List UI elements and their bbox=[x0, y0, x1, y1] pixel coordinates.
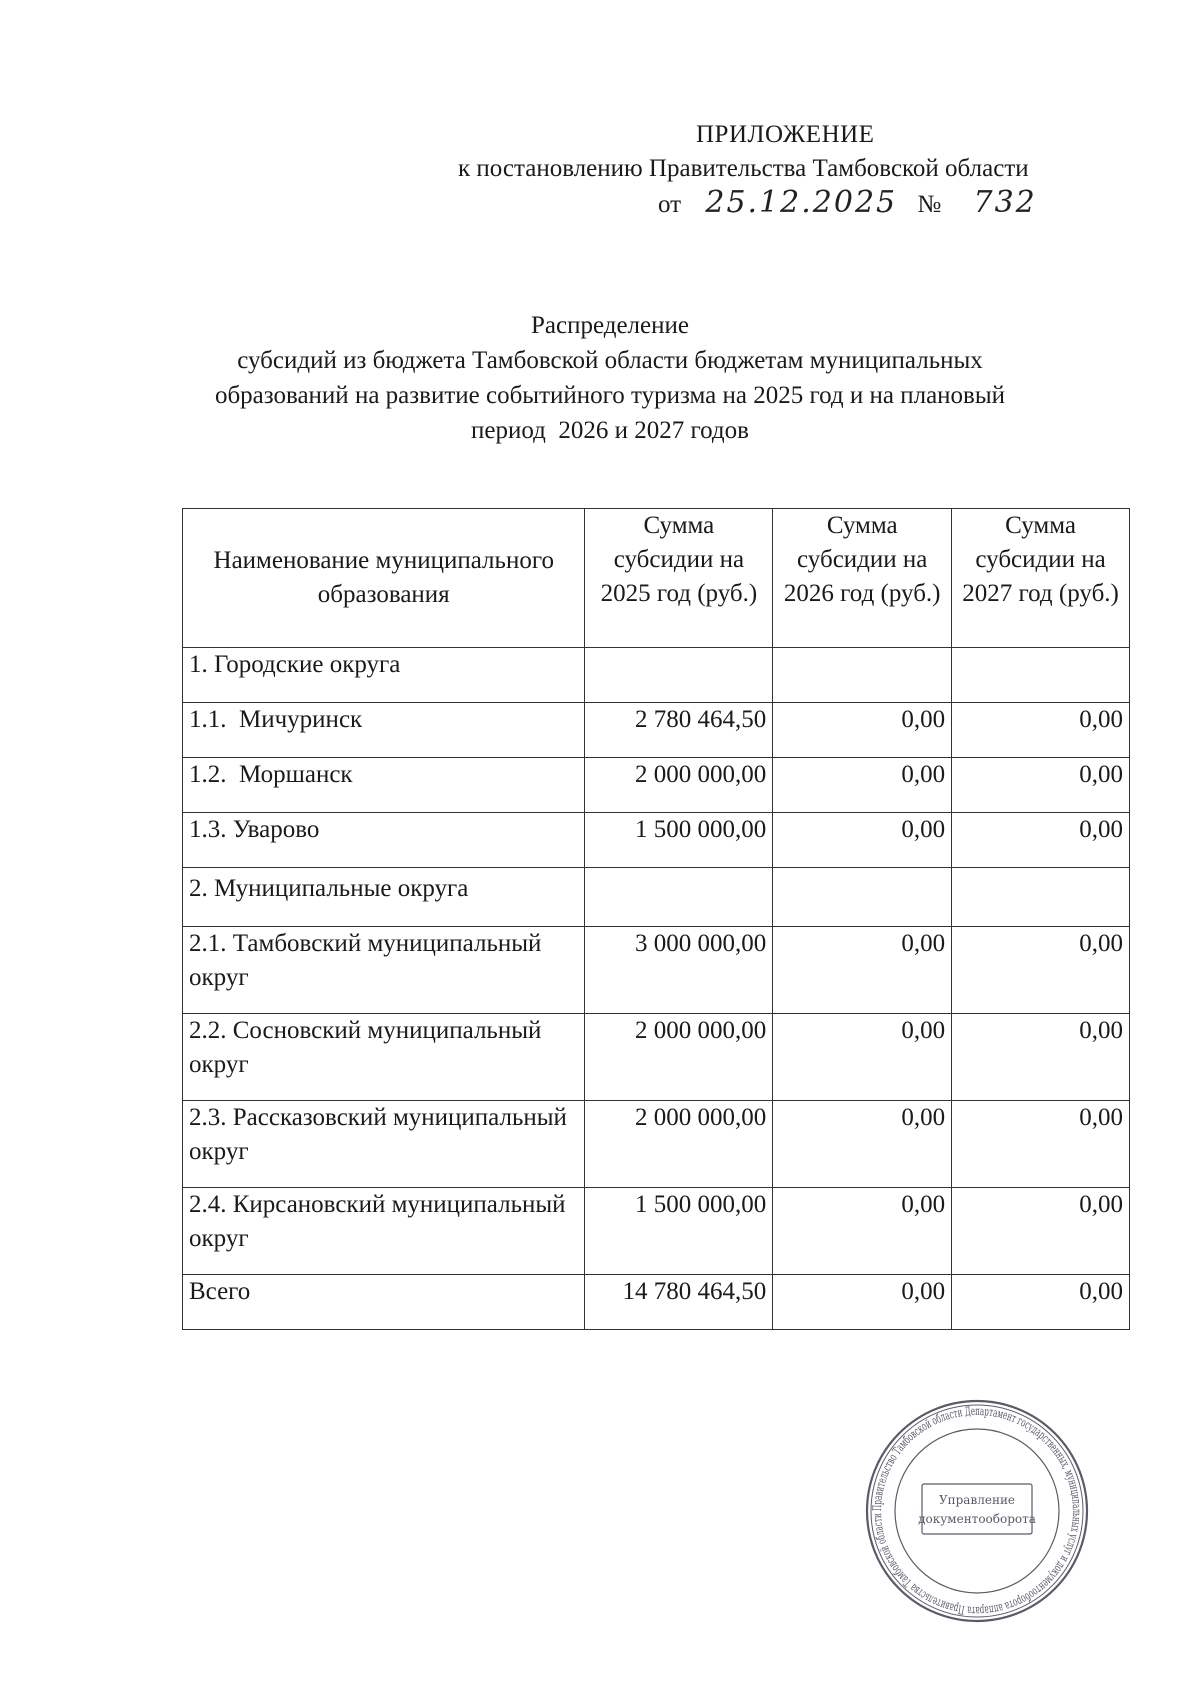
row-name: 1. Городские округа bbox=[183, 648, 585, 703]
row-2026: 0,00 bbox=[773, 927, 952, 1014]
subsidy-table bbox=[182, 508, 1130, 1330]
row-2026: 0,00 bbox=[773, 1014, 952, 1101]
header-2027: Сумма субсидии на 2027 год (руб.) bbox=[952, 509, 1130, 648]
table-row bbox=[183, 1014, 1130, 1101]
row-name: 2.4. Кирсановский муниципальный округ bbox=[183, 1188, 585, 1275]
appendix-block bbox=[420, 118, 1110, 222]
table-row bbox=[183, 703, 1130, 758]
appendix-title: ПРИЛОЖЕНИЕ bbox=[696, 121, 875, 148]
official-stamp-icon bbox=[862, 1396, 1092, 1626]
total-2027: 0,00 bbox=[952, 1275, 1130, 1330]
heading-line-1: Распределение bbox=[531, 312, 689, 339]
appendix-date-line bbox=[420, 186, 1110, 222]
row-2026: 0,00 bbox=[773, 813, 952, 868]
table-row bbox=[183, 813, 1130, 868]
table-row bbox=[183, 648, 1130, 703]
row-2026: 0,00 bbox=[773, 703, 952, 758]
row-2025: 1 500 000,00 bbox=[585, 1188, 773, 1275]
row-2025: 2 780 464,50 bbox=[585, 703, 773, 758]
row-name: 1.2. Моршанск bbox=[183, 758, 585, 813]
total-2025: 14 780 464,50 bbox=[585, 1275, 773, 1330]
row-2026: 0,00 bbox=[773, 1188, 952, 1275]
row-name: 2.3. Рассказовский муниципальный округ bbox=[183, 1101, 585, 1188]
svg-text:Правительство Тамбовской облас: Правительство Тамбовской области Департамент государственных, муниципальных услуг и документооборота аппарата Правительства Тамбовской области bbox=[869, 1403, 1085, 1619]
row-name: 2.2. Сосновский муниципальный округ bbox=[183, 1014, 585, 1101]
row-2025: 2 000 000,00 bbox=[585, 1101, 773, 1188]
row-2026: 0,00 bbox=[773, 758, 952, 813]
total-label: Всего bbox=[183, 1275, 585, 1330]
header-name: Наименование муниципального образования bbox=[183, 509, 585, 648]
row-2027: 0,00 bbox=[952, 813, 1130, 868]
table-row bbox=[183, 1101, 1130, 1188]
row-2025: 1 500 000,00 bbox=[585, 813, 773, 868]
document-heading bbox=[150, 308, 1070, 448]
table-row bbox=[183, 927, 1130, 1014]
row-2026 bbox=[773, 648, 952, 703]
row-2027 bbox=[952, 868, 1130, 927]
appendix-subtitle: к постановлению Правительства Тамбовской области bbox=[458, 155, 1029, 182]
number-label: № bbox=[917, 191, 942, 218]
row-2025: 3 000 000,00 bbox=[585, 927, 773, 1014]
row-2027: 0,00 bbox=[952, 703, 1130, 758]
heading-line-4: период 2026 и 2027 годов bbox=[471, 417, 749, 444]
row-name: 1.3. Уварово bbox=[183, 813, 585, 868]
heading-line-3: образований на развитие событийного туризма на 2025 год и на плановый bbox=[214, 382, 1006, 409]
table-row bbox=[183, 758, 1130, 813]
row-name: 1.1. Мичуринск bbox=[183, 703, 585, 758]
row-2025: 2 000 000,00 bbox=[585, 758, 773, 813]
row-2025 bbox=[585, 648, 773, 703]
header-2026: Сумма субсидии на 2026 год (руб.) bbox=[773, 509, 952, 648]
row-2027: 0,00 bbox=[952, 1188, 1130, 1275]
row-2027: 0,00 bbox=[952, 927, 1130, 1014]
row-2025: 2 000 000,00 bbox=[585, 1014, 773, 1101]
date-prefix: от bbox=[658, 191, 682, 218]
row-2027: 0,00 bbox=[952, 1101, 1130, 1188]
row-2027 bbox=[952, 648, 1130, 703]
svg-text:Управление: Управление bbox=[938, 1493, 1016, 1507]
handwritten-date: 25.12.2025 bbox=[705, 185, 898, 220]
svg-text:документооборота: документооборота bbox=[918, 1512, 1036, 1526]
row-name: 2. Муниципальные округа bbox=[183, 868, 585, 927]
row-2027: 0,00 bbox=[952, 758, 1130, 813]
row-2026 bbox=[773, 868, 952, 927]
row-name: 2.1. Тамбовский муниципальный округ bbox=[183, 927, 585, 1014]
heading-line-2: субсидий из бюджета Тамбовской области бюджетам муниципальных bbox=[237, 347, 983, 374]
row-2026: 0,00 bbox=[773, 1101, 952, 1188]
header-2025: Сумма субсидии на 2025 год (руб.) bbox=[585, 509, 773, 648]
table-header-row bbox=[183, 509, 1130, 648]
handwritten-number: 732 bbox=[973, 185, 1037, 220]
table-row-total bbox=[183, 1275, 1130, 1330]
total-2026: 0,00 bbox=[773, 1275, 952, 1330]
table-row bbox=[183, 1188, 1130, 1275]
table-row bbox=[183, 868, 1130, 927]
row-2025 bbox=[585, 868, 773, 927]
row-2027: 0,00 bbox=[952, 1014, 1130, 1101]
